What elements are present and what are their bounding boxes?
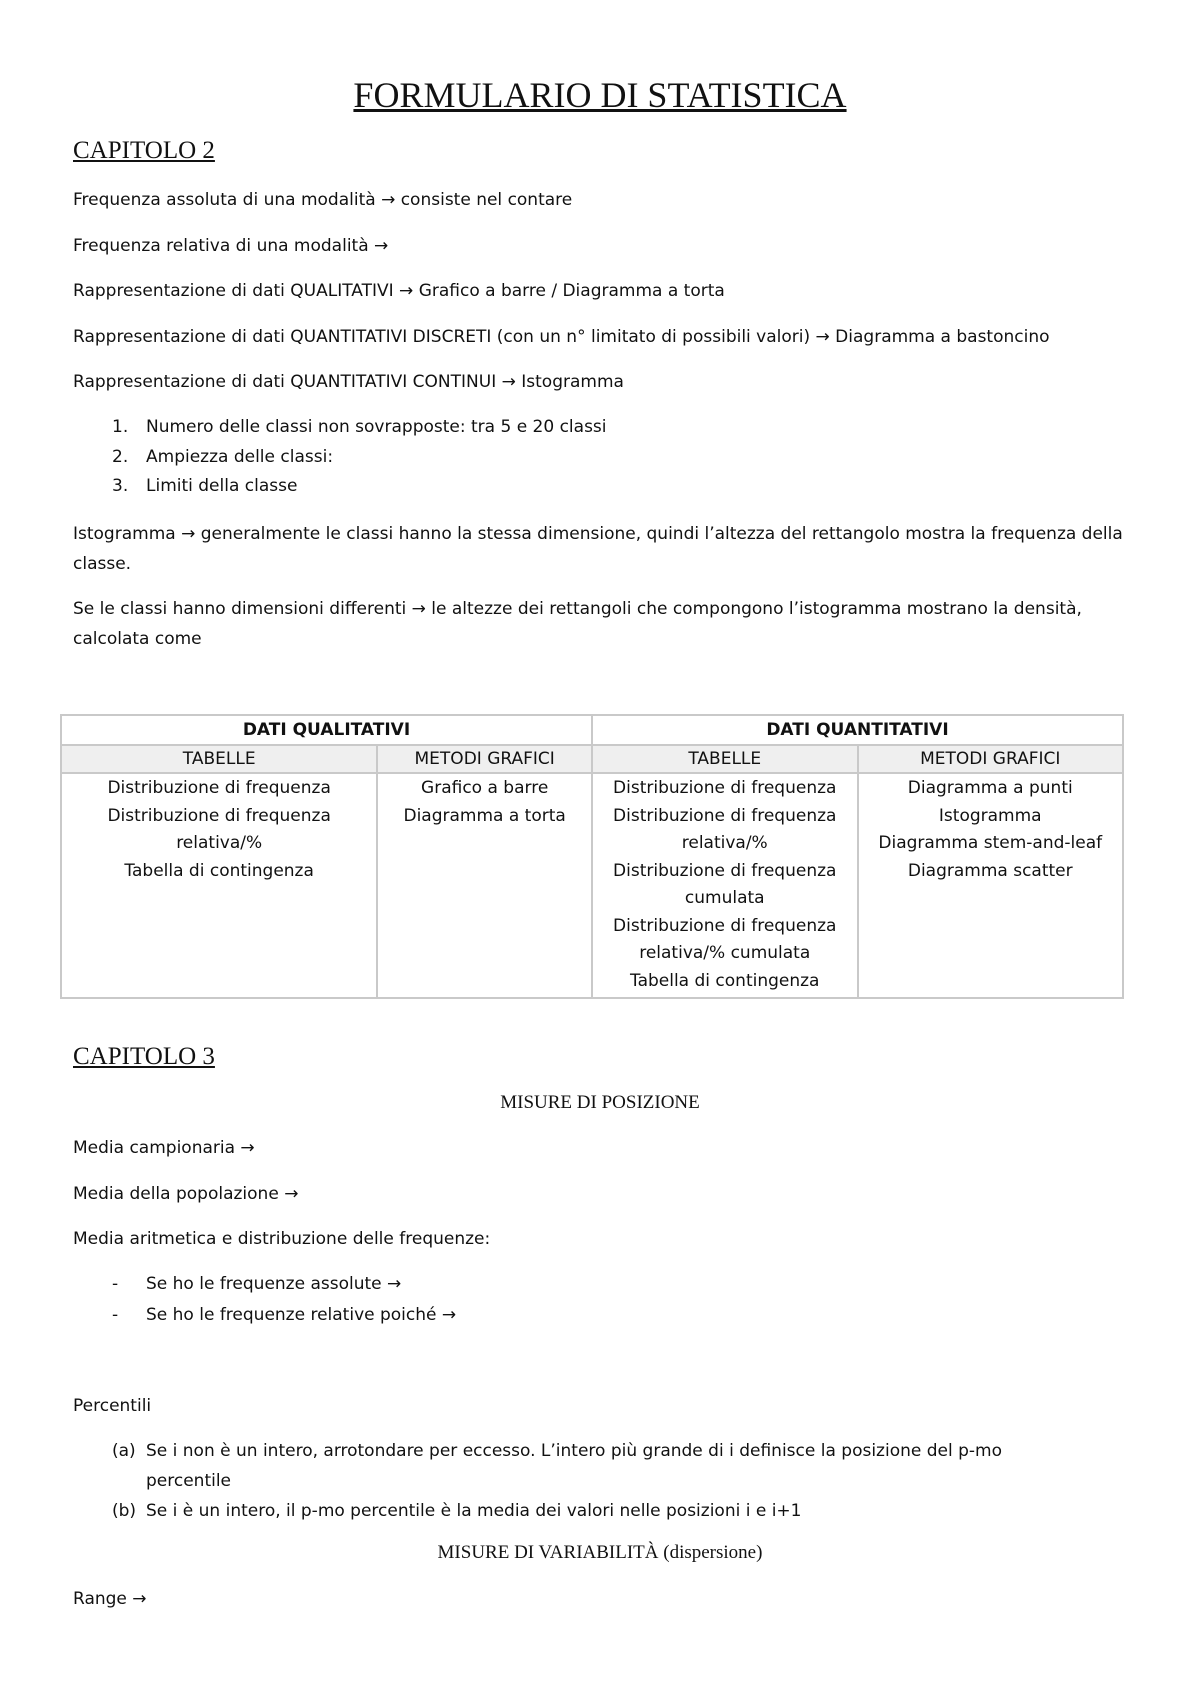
histogram-note: Istogramma → generalmente le classi hanno la stessa dimensione, quindi l’altezza del rettangolo mostra la frequenza della classe.	[73, 524, 1123, 574]
list-item: Se ho le frequenze assolute →	[146, 1274, 402, 1294]
cell-line: cumulata	[684, 888, 765, 908]
list-number: 1.	[112, 417, 129, 437]
percentiles-label: Percentili	[73, 1396, 152, 1416]
cell-line: Diagramma a punti	[907, 778, 1073, 798]
document-title: FORMULARIO DI STATISTICA	[353, 75, 847, 115]
bullet-dash: -	[112, 1274, 119, 1294]
list-item: Ampiezza delle classi:	[146, 447, 334, 467]
cell-line: relativa/% cumulata	[639, 943, 811, 963]
qualitative-tables-cell	[61, 773, 377, 998]
cell-line: Diagramma stem-and-leaf	[878, 833, 1103, 853]
arithmetic-mean-line: Media aritmetica e distribuzione delle frequenze:	[73, 1229, 491, 1249]
range-line: Range →	[73, 1589, 147, 1609]
list-number: 3.	[112, 476, 129, 496]
cell-line: relativa/%	[681, 833, 768, 853]
list-item: Se ho le frequenze relative poiché →	[146, 1305, 457, 1325]
cell-line: Istogramma	[938, 805, 1042, 826]
list-number: 2.	[112, 447, 129, 467]
sub-header-graphic-methods: METODI GRAFICI	[377, 745, 592, 773]
list-item: Se i è un intero, il p-mo percentile è la media dei valori nelle posizioni i e i+1	[146, 1501, 802, 1521]
cell-line: Distribuzione di frequenza	[107, 778, 331, 798]
bullet-dash: -	[112, 1305, 119, 1325]
cell-line: Distribuzione di frequenza	[613, 915, 837, 936]
sub-header-tables: TABELLE	[592, 745, 858, 773]
list-item: Limiti della classe	[146, 476, 298, 496]
list-item-continuation: percentile	[146, 1471, 232, 1491]
cell-line: Tabella di contingenza	[124, 860, 314, 881]
quantitative-tables-cell	[592, 773, 858, 998]
qualitative-group-header: DATI QUALITATIVI	[61, 715, 592, 745]
cell-line: Distribuzione di frequenza	[613, 805, 837, 826]
qualitative-graphics-cell	[377, 773, 592, 998]
cell-line: Grafico a barre	[421, 778, 549, 798]
list-item: Se i non è un intero, arrotondare per eccesso. L’intero più grande di i definisce la posizione del p-mo	[146, 1441, 1002, 1461]
qualitative-representation-line: Rappresentazione di dati QUALITATIVI → Grafico a barre / Diagramma a torta	[73, 281, 725, 301]
chapter-2-heading: CAPITOLO 2	[73, 137, 215, 164]
quantitative-graphics-cell	[858, 773, 1124, 998]
population-mean-line: Media della popolazione →	[73, 1184, 299, 1204]
cell-line: Tabella di contingenza	[630, 970, 820, 991]
cell-line: Diagramma a torta	[403, 805, 566, 826]
chapter-3-heading: CAPITOLO 3	[73, 1043, 215, 1070]
sub-header-graphic-methods: METODI GRAFICI	[858, 745, 1124, 773]
cell-line: relativa/%	[176, 833, 263, 853]
relative-frequency-line: Frequenza relativa di una modalità →	[73, 236, 389, 256]
cell-line: Distribuzione di frequenza	[613, 778, 837, 798]
density-note: Se le classi hanno dimensioni differenti → le altezze dei rettangoli che compongono l’istogramma mostrano la densità, calcolata come	[73, 599, 1082, 649]
discrete-representation-line: Rappresentazione di dati QUANTITATIVI DISCRETI (con un n° limitato di possibili valori) → Diagramma a bastoncino	[73, 327, 1050, 347]
sub-header-tables: TABELLE	[61, 745, 377, 773]
position-measures-heading: MISURE DI POSIZIONE	[500, 1092, 700, 1113]
list-marker: (b)	[112, 1501, 137, 1521]
list-item: Numero delle classi non sovrapposte: tra 5 e 20 classi	[146, 417, 607, 437]
cell-line: Distribuzione di frequenza	[613, 860, 837, 881]
cell-line: Distribuzione di frequenza	[107, 805, 331, 826]
cell-line: Diagramma scatter	[907, 860, 1073, 881]
sample-mean-line: Media campionaria →	[73, 1138, 255, 1158]
data-types-table	[60, 714, 1124, 999]
list-marker: (a)	[112, 1441, 136, 1461]
variability-measures-heading: MISURE DI VARIABILITÀ (dispersione)	[437, 1542, 763, 1563]
continuous-representation-line: Rappresentazione di dati QUANTITATIVI CONTINUI → Istogramma	[73, 372, 624, 392]
quantitative-group-header: DATI QUANTITATIVI	[592, 715, 1123, 745]
absolute-frequency-line: Frequenza assoluta di una modalità → consiste nel contare	[73, 190, 573, 210]
